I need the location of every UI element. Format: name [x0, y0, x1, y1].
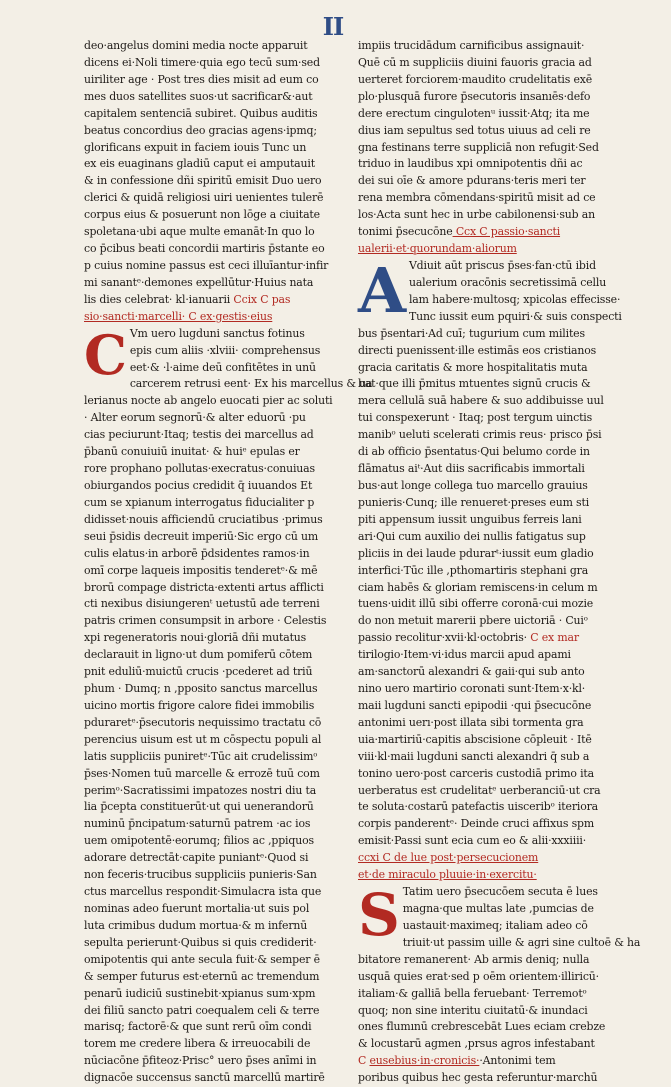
- rubric-heading: ualerii·et·quorundam·aliorum: [358, 242, 517, 256]
- text-line: [358, 1036, 614, 1053]
- text-line: [84, 224, 336, 241]
- text-line: [358, 376, 614, 393]
- line-text: & in confessione dñi spiritū emisit Duo uero: [84, 174, 322, 188]
- line-text: te soluta·costarū patefactis uisceribᵒ iteriora: [358, 800, 599, 814]
- text-line: [84, 1003, 336, 1020]
- text-line: [358, 360, 614, 377]
- text-line: [84, 529, 336, 546]
- line-text: glorificans expuit in faciem iouis Tunc un: [84, 140, 307, 154]
- text-line: [358, 190, 614, 207]
- line-text: co p̄cibus beati concordii martiris p̄stante eo: [84, 242, 325, 256]
- text-line: [84, 546, 336, 563]
- line-text: viii·kl·maii lugduni sancti alexandri q̄ sub a: [358, 749, 590, 763]
- text-line: [358, 596, 614, 613]
- line-text: luta crimibus dudum mortua·& m infernū: [84, 918, 308, 932]
- line-text: lis dies celebrat· kl·ianuarii: [84, 292, 231, 306]
- text-line: [358, 173, 614, 190]
- line-text: lam habere·multosq; xpicolas effecisse·: [408, 292, 621, 306]
- text-line: [358, 681, 614, 698]
- line-text: ones flumınū crebrescebāt Lues eciam crebze: [358, 1020, 606, 1034]
- text-line: [84, 783, 336, 800]
- text-line: [84, 156, 336, 173]
- line-text: corpis panderentᵉ· Deinde cruci affixus spm: [358, 817, 595, 831]
- line-text: ctus marcellus respondit·Simulacra ista que: [84, 885, 322, 899]
- text-line: [358, 630, 614, 647]
- text-line: [84, 106, 336, 123]
- illuminated-initial: S: [358, 881, 400, 950]
- line-text-after: ·Antonimi tem: [479, 1054, 556, 1068]
- right-column: [358, 38, 641, 1087]
- text-line: [358, 613, 614, 630]
- text-line: [358, 749, 614, 766]
- line-text: & locustarū agmen ,prsus agros infestabant: [358, 1037, 595, 1051]
- text-line: [84, 1070, 336, 1087]
- text-line: [84, 72, 336, 89]
- text-line: [358, 1070, 614, 1087]
- text-line: [84, 630, 336, 647]
- text-line: [358, 698, 614, 715]
- text-line: [84, 427, 336, 444]
- text-line: [84, 275, 336, 292]
- text-line: [84, 732, 336, 749]
- line-text: uerteret forciorem·maudito crudelitatis exē: [358, 72, 593, 86]
- text-line: [358, 1053, 614, 1070]
- line-text: spoletana·ubi aque multe emanāt·In quo lo: [84, 225, 315, 239]
- line-text: cias peciurunt·Itaq; testis dei marcellus ad: [84, 428, 314, 442]
- line-text: numinū p̄ncipatum·saturnū patrem ·ac ios: [84, 817, 311, 831]
- line-text: bitatore remanerent· Ab armis deniq; nulla: [358, 952, 590, 966]
- line-text: omipotentis qui ante secula fuit·& semper ē: [84, 952, 320, 966]
- text-line: [358, 89, 614, 106]
- text-line: [358, 495, 614, 512]
- text-line: [358, 326, 614, 343]
- line-text: mera cellulā suā habere & suo addibuisse uul: [358, 394, 604, 408]
- line-text: am·sanctorū alexandri & gaii·qui sub anto: [358, 665, 585, 679]
- line-text: non feceris·trucibus suppliciis punieris·San: [84, 868, 317, 882]
- line-text: dei sui oīe & amore pdurans·teris meri ter: [358, 174, 586, 188]
- line-text: mi sanantᵉ·demones expellūtur·Huius nata: [84, 275, 314, 289]
- line-text: capitalem sentenciā subiret. Quibus auditis: [84, 106, 318, 120]
- line-text: bus p̄sentari·Ad cuī; tugurium cum milites: [358, 326, 585, 340]
- line-text: triduo in laudibus xpi omnipotentis dñi ac: [358, 157, 583, 171]
- line-text: p̄banū conuiuiū inuitat· & huiᵉ epulas er: [84, 445, 300, 459]
- line-text: nūciacōne p̄fiteoz·Prisc° uero p̄ses anīmi in: [84, 1054, 317, 1068]
- line-text: uem omipotentē·eorumq; filios ac ,ppiquos: [84, 834, 314, 848]
- line-text: brorū compage districta·extenti artus afflicti: [84, 580, 324, 594]
- line-text: culis elatus·in arborē p̄dsidentes ramos·in: [84, 546, 310, 560]
- line-text: p cuius nomine passus est ceci illuīantur·infir: [84, 258, 329, 272]
- text-line: [358, 732, 614, 749]
- line-text: dicens ei·Noli timere·quia ego tecū sum·sed: [84, 55, 320, 69]
- line-text: Tunc iussit eum pquiri·& suis conspecti: [408, 309, 622, 323]
- text-line: [358, 766, 614, 783]
- text-line: [84, 867, 336, 884]
- rubric-heading: Ccix C pas: [230, 292, 291, 306]
- rubric-heading: ccxi C de lue post·persecucionem: [358, 851, 539, 865]
- line-text: penarū iudiciū sustinebit·xpianus sum·xpm: [84, 986, 316, 1000]
- text-line: [84, 969, 336, 986]
- line-text: Quē cū m suppliciis diuini fauoris gracia ad: [358, 55, 592, 69]
- rubric-mark: C: [358, 1054, 370, 1068]
- text-line: [358, 123, 614, 140]
- text-line: [84, 89, 336, 106]
- line-text: manibᵒ ueluti scelerati crimis reus· prisco p̄si: [358, 428, 602, 442]
- line-text: gna festinans terre suppliciā non refugit·Sed: [358, 140, 599, 154]
- line-text: quoq; non sine interitu ciuitatū·& inundaci: [358, 1003, 588, 1017]
- line-text: bus·aut longe collega tuo marcello grauius: [358, 478, 588, 492]
- line-text: pliciis in dei laude pdurarᵗ·iussit eum gladio: [358, 546, 594, 560]
- text-line: [84, 715, 336, 732]
- line-text: eet·& ·l·aime deū confitētes in unū: [129, 360, 316, 374]
- text-line: [84, 850, 336, 867]
- line-text: usquā quies erat·sed p oēm orientem·illiricū·: [358, 969, 599, 983]
- text-line: [84, 410, 336, 427]
- text-line: [358, 38, 614, 55]
- text-line: [358, 715, 614, 732]
- text-line: [84, 444, 336, 461]
- text-line: [358, 816, 614, 833]
- text-line: [84, 664, 336, 681]
- text-line: [358, 461, 614, 478]
- line-text: dei filiū sancto patri coequalem celi & terre: [84, 1003, 320, 1017]
- text-line: [358, 156, 614, 173]
- line-text: pnit eduliū·muictū crucis ·pcederet ad triū: [84, 665, 313, 679]
- text-line: [358, 55, 614, 72]
- text-line: [358, 1003, 614, 1020]
- line-text: ualerium oracōnis secretissimā cellu: [408, 275, 607, 289]
- line-text: deo·angelus domini media nocte apparuit: [84, 39, 308, 52]
- line-text: nominas adeo fuerunt mortalia·ut suis pol: [84, 902, 310, 916]
- text-line: [84, 918, 336, 935]
- text-line: [358, 867, 614, 884]
- text-line: [84, 647, 336, 664]
- text-line: [358, 563, 614, 580]
- text-line: [358, 427, 614, 444]
- line-text: directi puenissent·ille estimās eos cristianos: [358, 343, 597, 357]
- text-line: [84, 613, 336, 630]
- line-text: pduraretᵉ·p̄secutoris nequissimo tractatu cō: [84, 715, 322, 729]
- line-text: gracia caritatis & more hospitalitatis muta: [358, 360, 588, 374]
- text-line: [84, 833, 336, 850]
- text-line: [84, 596, 336, 613]
- line-text: tirilogio·Item·vi·idus marcii apud apami: [358, 648, 571, 662]
- line-text: punieris·Cunq; ille renueret·preses eum sti: [358, 495, 590, 509]
- rubric-heading: Ccx C passio·sancti: [452, 225, 561, 239]
- text-line: [358, 546, 614, 563]
- text-line: [358, 478, 614, 495]
- line-text: omī corpe laqueis impositis tenderetᵉ·& mē: [84, 563, 318, 577]
- illuminated-initial: C: [84, 322, 127, 387]
- line-text: patris crimen consumpsit in arbore · Celestis: [84, 614, 327, 628]
- text-line: [84, 495, 336, 512]
- text-line: [84, 1053, 336, 1070]
- text-line: [358, 833, 614, 850]
- line-text: marisq; factorē·& que sunt rerū oīm condi: [84, 1020, 312, 1034]
- text-line: [358, 850, 614, 867]
- line-text: epis cum aliis ·xlviii· comprehensus: [129, 343, 321, 357]
- text-line: [358, 140, 614, 157]
- text-line: [358, 529, 614, 546]
- text-line: [84, 698, 336, 715]
- text-line: [358, 106, 614, 123]
- left-column: [84, 38, 373, 1087]
- line-text: nino uero martirio coronati sunt·Item·x·kl·: [358, 682, 586, 696]
- text-line: [358, 410, 614, 427]
- line-text: uiriliter age · Post tres dies misit ad eum co: [84, 72, 319, 86]
- line-text: & semper futurus est·eternū ac tremendum: [84, 969, 320, 983]
- line-text: uia·martiriū·capitis abscisione cōpleuit · Itē: [358, 732, 592, 746]
- line-text: magna·que multas late ,pumcias de: [402, 902, 594, 916]
- text-line: [358, 241, 614, 258]
- rubric-heading: sio·sancti·marcelli· C ex·gestis·eius: [84, 309, 273, 323]
- text-line: [358, 969, 614, 986]
- text-line: [358, 799, 614, 816]
- line-text: flāmatus aiᵗ·Aut diis sacrificabis immortali: [358, 462, 585, 476]
- text-line: [358, 664, 614, 681]
- line-text: declarauit in ligno·ut dum pomiferū cōtem: [84, 648, 313, 662]
- line-text: · Alter eorum segnorū·& alter eduorū ·pu: [84, 411, 306, 425]
- line-text: p̄ses·Nomen tuū marcelle & errozē tuū com: [84, 766, 320, 780]
- line-text: dius iam sepultus sed totus uiuus ad celi re: [358, 123, 591, 137]
- text-line: [84, 140, 336, 157]
- line-text: sepulta perierunt·Quibus si quis crediderit·: [84, 935, 317, 949]
- text-line: [84, 901, 336, 918]
- text-line: [358, 224, 614, 241]
- text-line: [84, 241, 336, 258]
- text-line: [84, 935, 336, 952]
- text-line: [84, 55, 336, 72]
- line-text: rore prophano pollutas·execratus·conuiuas: [84, 462, 315, 476]
- line-text: uastauit·maximeq; italiam adeo cō: [402, 918, 588, 932]
- line-text: phum · Dumq; n ,pposito sanctus marcellus: [84, 682, 318, 696]
- line-text: seui p̄sidis decreuit imperiū·Sic ergo cū um: [84, 529, 319, 543]
- rubric-heading: C ex mar: [526, 631, 579, 645]
- text-line: [84, 478, 336, 495]
- line-text: corpus eius & posuerunt non lōge a ciuitate: [84, 208, 320, 222]
- line-text: mes duos satellites suos·ut sacrificar&·aut: [84, 89, 313, 103]
- text-line: [358, 647, 614, 664]
- text-line: [84, 766, 336, 783]
- line-text: maii lugduni sancti epipodii ·qui p̄secucōne: [358, 698, 592, 712]
- line-text: emisit·Passi sunt ecia cum eo & alii·xxxiiii·: [358, 834, 587, 848]
- line-text: obiurgandos pocius credidit q̄ iuuandos Et: [84, 478, 313, 492]
- text-line: [84, 393, 336, 410]
- line-text: carcerem retrusi eent· Ex his marcellus & ua: [129, 377, 373, 391]
- line-text: perencius uisum est ut m cōspectu populi al: [84, 732, 322, 746]
- line-text: uicino mortis frigore calore fidei immobilis: [84, 698, 315, 712]
- rubric-heading: et·de miraculo pluuie·in·exercitu·: [358, 868, 537, 882]
- line-text: di ab officio p̄sentatus·Qui belumo corde in: [358, 445, 590, 459]
- folio-number: II: [322, 12, 344, 41]
- text-line: [84, 123, 336, 140]
- line-text: passio recolitur·xvii·kl·octobris·: [358, 631, 527, 645]
- line-text: Tatim uero p̄secucōem secuta ē lues: [402, 885, 598, 899]
- text-line: [84, 816, 336, 833]
- line-text: piti appensum iussit unguibus ferreis lani: [358, 512, 582, 526]
- illuminated-initial: A: [358, 253, 406, 327]
- text-line: [84, 884, 336, 901]
- text-line: [84, 173, 336, 190]
- line-text: ex eis euaginans gladiū caput ei amputauit: [84, 157, 315, 171]
- line-text: impiis trucidādum carnificibus assignauit·: [358, 39, 585, 52]
- line-text: triuit·ut passim uille & agri sine cultoē & ha: [402, 935, 641, 949]
- text-line: [358, 580, 614, 597]
- line-text: torem me credere libera & irreuocabili de: [84, 1037, 311, 1051]
- text-line: [358, 1019, 614, 1036]
- line-text: adorare detrectāt·capite puniantᵉ·Quod si: [84, 851, 309, 865]
- text-line: [84, 749, 336, 766]
- text-line: [84, 461, 336, 478]
- text-line: [358, 952, 614, 969]
- line-text: ciam habēs & gloriam remiscens·in celum m: [358, 580, 598, 594]
- text-line: [358, 72, 614, 89]
- line-text: dignacōe succensus sanctū marcellū martirē: [84, 1071, 325, 1085]
- line-text: bat·que illi p̄mitus mtuentes signū crucis &: [358, 377, 591, 391]
- text-line: [358, 393, 614, 410]
- text-line: [358, 444, 614, 461]
- line-text: cti nexibus disiungerenᵗ uetustū ade terreni: [84, 597, 320, 611]
- text-line: [84, 207, 336, 224]
- line-text: italiam·& galliā bella feruebant· Terremotᵒ: [358, 986, 587, 1000]
- line-text: xpi regeneratoris noui·gloriā dñi mutatus: [84, 631, 307, 645]
- text-line: [84, 309, 336, 326]
- text-line: [84, 580, 336, 597]
- text-line: [84, 1019, 336, 1036]
- text-line: [84, 563, 336, 580]
- text-line: [84, 292, 336, 309]
- line-text: plo·plusquā furore p̄secutoris insanıēs·defo: [358, 89, 591, 103]
- text-line: [84, 258, 336, 275]
- line-text: Vdiuit aūt priscus p̄ses·fan·ctū ibid: [408, 258, 596, 272]
- text-line: [84, 681, 336, 698]
- text-line: [84, 38, 336, 55]
- line-text: clerici & quidā religiosi uiri uenientes tulerē: [84, 191, 324, 205]
- line-text: lia p̄cepta constituerūt·ut qui uenerandorū: [84, 800, 314, 814]
- text-line: [358, 986, 614, 1003]
- text-line: [84, 190, 336, 207]
- text-line: [84, 952, 336, 969]
- text-line: [84, 1036, 336, 1053]
- line-text: lerianus nocte ab angelo euocati pier ac soluti: [84, 394, 333, 408]
- line-text: do non metuit marerii pbere uictoriā · Cuiᵒ: [358, 614, 588, 628]
- line-text: dere erectum cingulotenᵘ iussit·Atq; ita me: [358, 106, 590, 120]
- line-text: latis suppliciis puniretᵉ·Tūc ait crudelissimᵒ: [84, 749, 318, 763]
- line-text: poribus quibus hec gesta referuntur·marchū: [358, 1071, 598, 1085]
- line-text: interfici·Tūc ille ,pthomartiris stephani gra: [358, 563, 589, 577]
- text-line: [358, 512, 614, 529]
- line-text: cum se xpianum interrogatus fiducialiter p: [84, 495, 315, 509]
- text-line: [358, 783, 614, 800]
- line-text: perimᵒ·Sacratissimi impatozes nostri diu ta: [84, 783, 317, 797]
- text-line: [358, 343, 614, 360]
- line-text: beatus concordius deo gracias agens·ipmq;: [84, 123, 317, 137]
- text-line: [84, 799, 336, 816]
- text-line: [84, 512, 336, 529]
- text-line: [84, 986, 336, 1003]
- line-text: uerberatus est crudelitatᵉ uerberanciū·ut cra: [358, 783, 601, 797]
- text-line: [358, 207, 614, 224]
- line-text: tonino uero·post carceris custodiā primo ita: [358, 766, 594, 780]
- line-text: rena membra cōmendans·spiritū misit ad ce: [358, 191, 596, 205]
- line-text: didisset·nouis afficiendū cruciatibus ·primus: [84, 512, 323, 526]
- line-text: los·Acta sunt hec in urbe cabilonensi·sub an: [358, 208, 595, 222]
- line-text: ari·Qui cum auxilio dei nullis fatigatus sup: [358, 529, 586, 543]
- line-text: tuens·uidit illū sibi offerre coronā·cui mozie: [358, 597, 594, 611]
- line-text: tui conspexerunt · Itaq; post tergum uinctis: [358, 411, 593, 425]
- line-text: antonimi uerı·post illata sibi tormenta gra: [358, 715, 584, 729]
- line-text: tonimi p̄secucōne: [358, 225, 453, 239]
- line-text: Vm uero lugduni sanctus fotinus: [129, 326, 305, 340]
- line-text: eusebius·in·cronicis·: [369, 1054, 480, 1068]
